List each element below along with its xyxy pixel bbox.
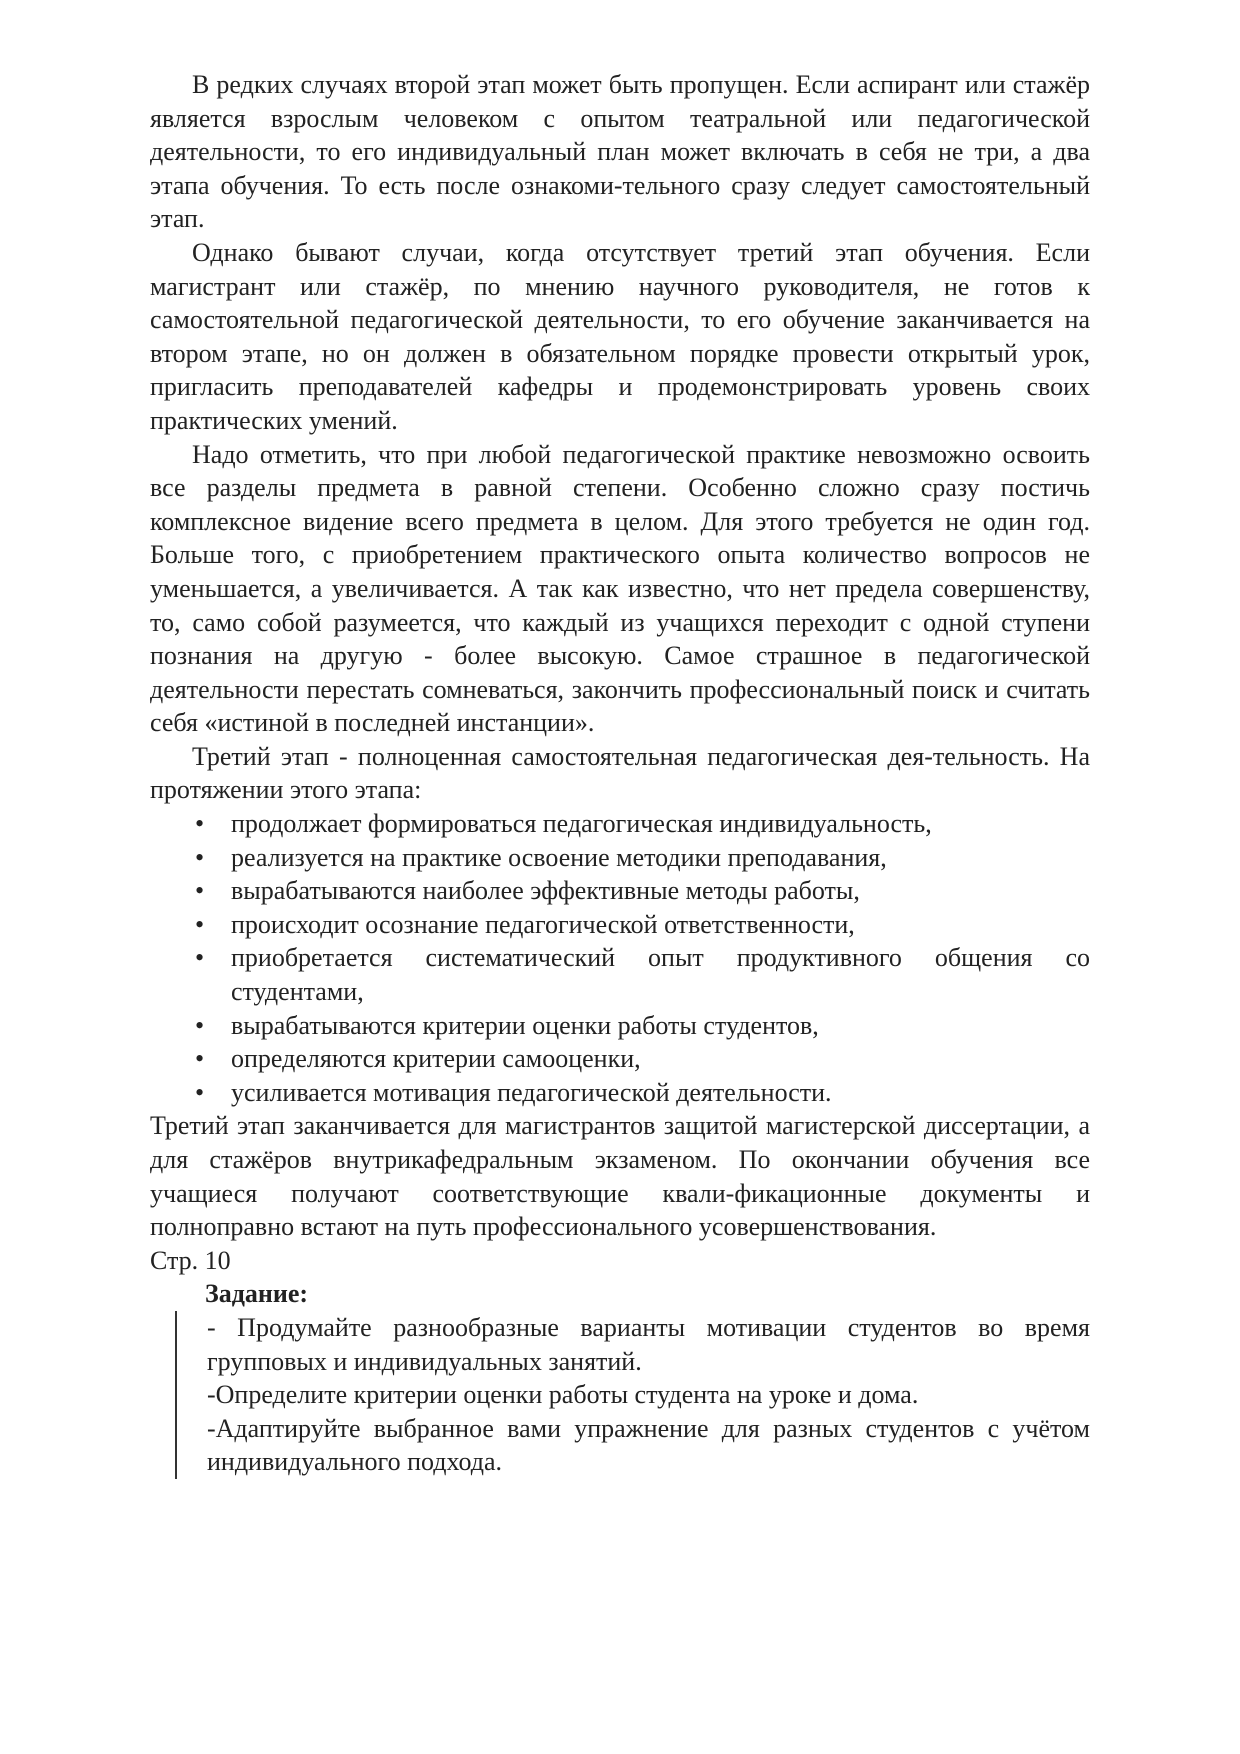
- paragraph: Надо отметить, что при любой педагогической практике невозможно освоить все разделы предмета в равной степени. Особенно сложно сразу постичь комплексное видение всего предмета в целом. Для этого требуется не один год. Больше того, с приобретением практического опыта количество вопросов не уменьшается, а увеличивается. А так как известно, что нет предела совершенству, то, само собой разумеется, что каждый из учащихся переходит с одной ступени познания на другую - более высокую. Самое страшное в педагогической деятельности перестать сомневаться, закончить профессиональный поиск и считать себя «истиной в последней инстанции».: [150, 439, 1090, 738]
- task-item: - Продумайте разнообразные варианты мотивации студентов во время групповых и индивидуальных занятий.: [207, 1312, 1090, 1376]
- page-reference: Стр. 10: [150, 1245, 231, 1275]
- bullet-list: [150, 807, 1090, 1109]
- document-page: [150, 68, 1090, 1479]
- paragraph: Третий этап - полноценная самостоятельная педагогическая дея-тельность. На протяжении этого этапа:: [150, 741, 1090, 805]
- bullet-item: • усиливается мотивация педагогической деятельности.: [195, 1076, 1090, 1110]
- bullet-item: • приобретается систематический опыт продуктивного общения со студентами,: [195, 941, 1090, 1008]
- paragraph: Однако бывают случаи, когда отсутствует третий этап обучения. Если магистрант или стажёр, по мнению научного руководителя, не готов к самостоятельной педагогической деятельности, то его обучение заканчивается на втором этапе, но он должен в обязательном порядке провести открытый урок, пригласить преподавателей кафедры и продемонстрировать уровень своих практических умений.: [150, 237, 1090, 435]
- bullet-item: • происходит осознание педагогической ответственности,: [195, 908, 1090, 942]
- bullet-item: • вырабатываются критерии оценки работы студентов,: [195, 1009, 1090, 1043]
- task-heading: Задание:: [205, 1279, 309, 1309]
- task-item: -Адаптируйте выбранное вами упражнение для разных студентов с учётом индивидуального подхода.: [207, 1413, 1090, 1477]
- task-item: -Определите критерии оценки работы студента на уроке и дома.: [207, 1380, 919, 1410]
- paragraph: В редких случаях второй этап может быть пропущен. Если аспирант или стажёр является взрослым человеком с опытом театральной или педагогической деятельности, то его индивидуальный план может включать в себя не три, а два этапа обучения. То есть после ознакоми-тельного сразу следует самостоятельный этап.: [150, 70, 1090, 234]
- bullet-item: • вырабатываются наиболее эффективные методы работы,: [195, 874, 1090, 908]
- task-box: [175, 1311, 1090, 1479]
- bullet-item: • реализуется на практике освоение методики преподавания,: [195, 841, 1090, 875]
- paragraph: Третий этап заканчивается для магистрантов защитой магистерской диссертации, а для стажёров внутрикафедральным экзаменом. По окончании обучения все учащиеся получают соответствующие квали-фикационные документы и полноправно встают на путь профессионального усовершенствования.: [150, 1111, 1090, 1242]
- bullet-item: • определяются критерии самооценки,: [195, 1042, 1090, 1076]
- bullet-item: • продолжает формироваться педагогическая индивидуальность,: [195, 807, 1090, 841]
